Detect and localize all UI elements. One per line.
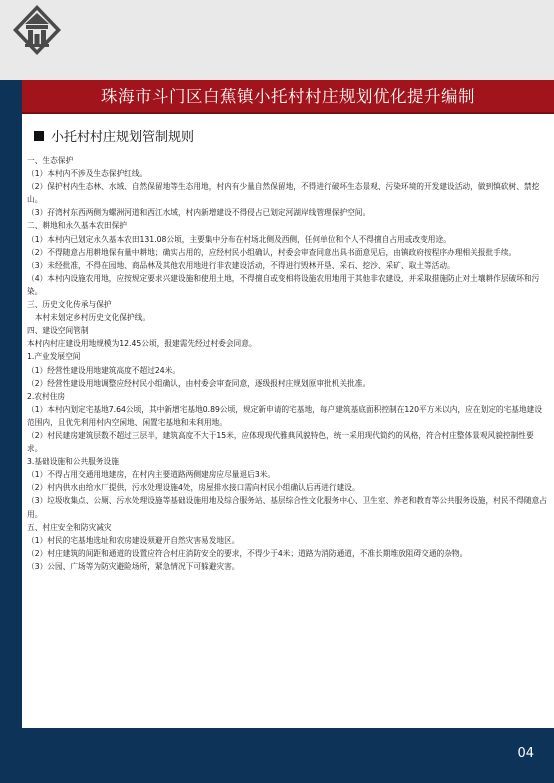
rule-paragraph: （2）村庄建筑的间距和通道的设置应符合村庄消防安全的要求，不得少于4米；道路为消防通道，不准长期堆放阻碍交通的杂物。 bbox=[27, 548, 468, 558]
rule-paragraph: 四、建设空间管制 bbox=[27, 326, 89, 336]
rule-paragraph: （3）孖湾村东西两侧为螺洲河道和西江水域，村内新增建设不得侵占已划定河湖岸线管理保护空间。 bbox=[27, 208, 371, 218]
rule-paragraph: 二、耕地和永久基本农田保护 bbox=[27, 221, 127, 231]
rule-paragraph: （2）村民建房建筑层数不超过三层半，建筑高度不大于15米，应体现现代雅典风貌特色，统一采用现代简约的风格，符合村庄整体景观风貌控制性要求。 bbox=[27, 430, 534, 454]
rule-paragraph: 一、生态保护 bbox=[27, 156, 74, 165]
square-bullet-icon bbox=[34, 131, 44, 141]
rule-paragraph: （1）经营性建设用地建筑高度不超过24米。 bbox=[27, 365, 181, 375]
rule-paragraph: （2）不得随意占用耕地保有量中耕地；确实占用的，应经村民小组确认，村委会审查同意出具书面意见后，由镇政府按程序办理相关报批手续。 bbox=[27, 247, 517, 257]
rule-paragraph: （2）村内供水由给水厂提供，污水处理设施4处，房屋排水接口需向村民小组确认后再进行建设。 bbox=[27, 483, 360, 493]
rule-paragraph: （1）村民的宅基地选址和农房建设须避开自然灾害易发地区。 bbox=[27, 535, 240, 545]
rule-paragraph: 1.产业发展空间 bbox=[27, 352, 81, 362]
rule-paragraph: （1）不得占用交通用地建房，在村内主要道路两侧建房应尽量退后3米。 bbox=[27, 470, 276, 480]
content-panel bbox=[22, 114, 554, 728]
rule-paragraph: （3）未经批准，不得在园地、商品林及其他农用地进行非农建设活动，不得进行毁林开垦、采石、挖沙、采矿、取土等活动。 bbox=[27, 260, 455, 270]
rule-paragraph: （1）本村内不涉及生态保护红线。 bbox=[27, 169, 148, 179]
rule-paragraph: （3）垃圾收集点、公厕、污水处理设施等基础设施用地及综合服务站、基层综合性文化服务中心、卫生室、养老和教育等公共服务设施，村民不得随意占用。 bbox=[27, 496, 547, 519]
footer-band bbox=[0, 728, 554, 783]
rule-paragraph: （2）经营性建设用地调整应经村民小组确认，由村委会审查同意，逐级报村庄规划原审批机关批准。 bbox=[27, 378, 371, 388]
document-title: 珠海市斗门区白蕉镇小托村村庄规划优化提升编制 bbox=[22, 80, 554, 114]
page-number: 04 bbox=[517, 746, 534, 761]
rules-text bbox=[27, 154, 547, 573]
rule-paragraph: （4）本村内设施农用地，应按规定要求兴建设施和使用土地，不得擅自或变相将设施农用地用于其他非农建设，并采取措施防止对土壤耕作层破坏和污染。 bbox=[27, 273, 540, 296]
rule-paragraph: 三、历史文化传承与保护 bbox=[27, 300, 112, 310]
rule-paragraph: 五、村庄安全和防灾减灾 bbox=[27, 522, 112, 532]
building-emblem-icon bbox=[12, 4, 62, 56]
section-heading bbox=[34, 126, 194, 145]
section-heading-text: 小托村村庄规划管制规则 bbox=[51, 130, 195, 145]
rule-paragraph: 2.农村住房 bbox=[27, 391, 66, 401]
rule-paragraph: 3.基础设施和公共服务设施 bbox=[27, 457, 119, 467]
rule-paragraph: （2）保护村内生态林、水域、自然保留地等生态用地，村内有少量自然保留地，不得进行破坏生态景观、污染环境的开发建设活动，做到慎砍树、禁挖山。 bbox=[27, 182, 540, 205]
rule-paragraph: 本村内村庄建设用地规模为12.45公顷，报建需先经过村委会同意。 bbox=[27, 339, 257, 349]
rule-paragraph: 本村未划定乡村历史文化保护线。 bbox=[27, 313, 151, 323]
header-band bbox=[0, 0, 554, 80]
rule-paragraph: （1）本村内已划定永久基本农田131.08公顷，主要集中分布在村场北侧及西侧，任何单位和个人不得擅自占用或改变用途。 bbox=[27, 234, 451, 244]
rule-paragraph: （3）公园、广场等为防灾避险场所，紧急情况下可躲避灾害。 bbox=[27, 561, 240, 571]
rule-paragraph: （1）本村内划定宅基地7.64公顷，其中新增宅基地0.89公顷，规定新申请的宅基地，每户建筑基底面积控制在120平方米以内，应在划定的宅基地建设范围内，且优先利用村内空闲地、闲置宅基地和未利用地。 bbox=[27, 404, 543, 427]
